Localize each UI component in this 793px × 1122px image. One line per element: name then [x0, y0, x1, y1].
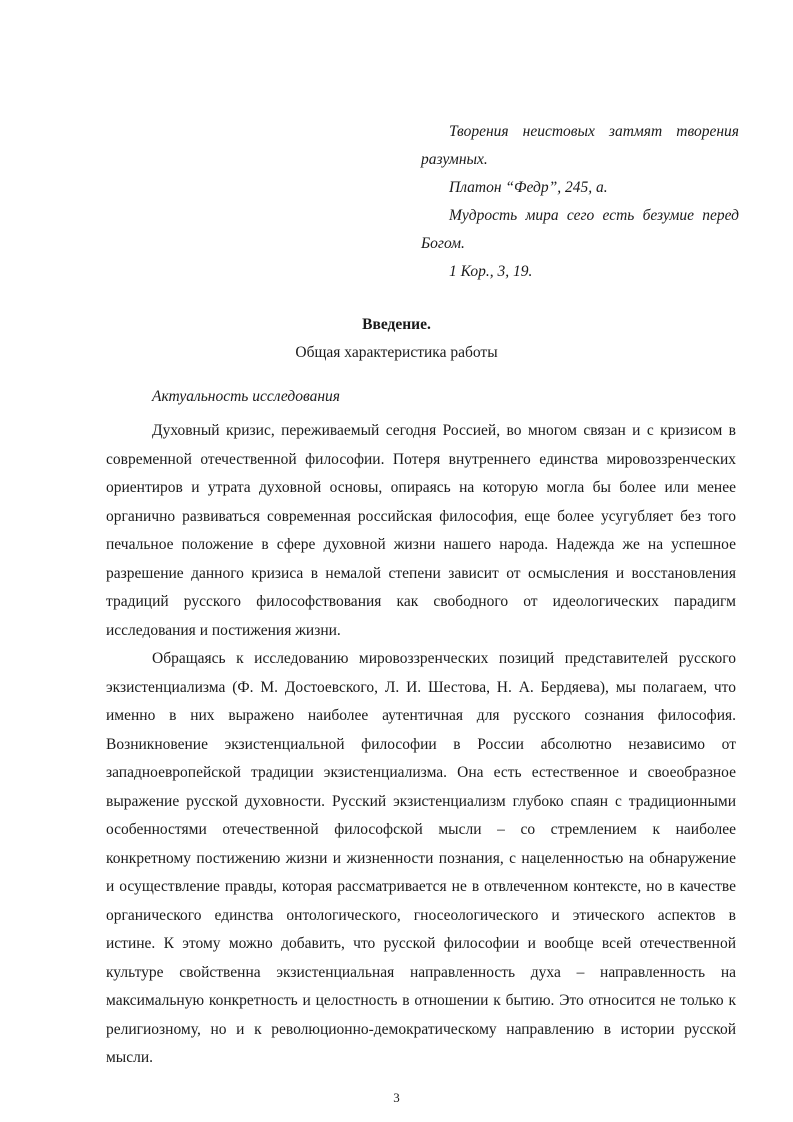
body-text — [106, 417, 736, 1073]
text-line: Духовный кризис, переживаемый сегодня Россией, во многом связан и с кризисом в — [152, 422, 736, 439]
epigraph-quote-line: Богом. — [421, 235, 465, 252]
subsection-label: Актуальность исследования — [152, 388, 340, 405]
section-title: Введение. — [362, 316, 431, 333]
text-line: особенностями отечественной философской мысли – со стремлением к наиболее — [106, 821, 736, 838]
text-line: религиозному, но и к революционно-демократическому направлению в истории русской — [106, 1020, 736, 1038]
epigraph — [421, 118, 739, 286]
text-line: печальное положение в сфере духовной жизни нашего народа. Надежда же на успешное — [106, 536, 736, 553]
text-line: культуре свойственна экзистенциальная направленность духа – направленность на — [106, 963, 736, 981]
text-line: истине. К этому можно добавить, что русской философии и вообще всей отечественной — [106, 935, 736, 952]
paragraph — [106, 645, 736, 1073]
text-line: Возникновение экзистенциальной философии в России абсолютно независимо от — [106, 735, 736, 753]
text-line: выражение русской духовности. Русский экзистенциализм глубоко спаян с традиционными — [106, 792, 736, 810]
text-line: западноевропейской традиции экзистенциализма. Она есть естественное и своеобразное — [106, 764, 736, 781]
text-line: органично развиваться современная российская философия, еще более усугубляет без того — [106, 507, 736, 525]
epigraph-quote-line: Мудрость мира сего есть безумие перед — [449, 207, 739, 224]
epigraph-quote-line: разумных. — [421, 151, 488, 168]
text-line: мысли. — [106, 1049, 154, 1066]
text-line: традиций русского философствования как свободного от идеологических парадигм — [106, 593, 736, 610]
text-line: исследования и постижения жизни. — [106, 621, 341, 639]
text-line: именно в них выражено наиболее аутентичная для русского сознания философия. — [106, 707, 736, 724]
epigraph-quote-line: Творения неистовых затмят творения — [449, 123, 739, 140]
section-subtitle: Общая характеристика работы — [295, 344, 498, 361]
text-line: современной отечественной философии. Потеря внутреннего единства мировоззренческих — [106, 450, 736, 468]
text-line: разрешение данного кризиса в немалой степени зависит от осмысления и восстановления — [106, 564, 736, 582]
page-number: 3 — [393, 1090, 400, 1105]
text-line: органического единства онтологического, гносеологического и этического аспектов в — [106, 906, 736, 924]
text-line: и осуществление правды, которая рассматривается не в отвлеченном контексте, но в качестве — [106, 878, 736, 895]
text-line: ориентиров и утрата духовной основы, опираясь на которую могла бы более или менее — [106, 479, 736, 496]
epigraph-source: 1 Кор., 3, 19. — [449, 263, 533, 280]
text-line: экзистенциализма (Ф. М. Достоевского, Л. И. Шестова, Н. А. Бердяева), мы полагаем, что — [106, 678, 736, 696]
text-line: конкретному постижению жизни и жизненности познания, с нацеленностью на обнаружение — [106, 849, 736, 867]
paragraph — [106, 417, 736, 645]
text-line: максимальную конкретность и целостность в отношении к бытию. Это относится не только к — [106, 992, 736, 1009]
text-line: Обращаясь к исследованию мировоззренческих позиций представителей русского — [152, 650, 736, 667]
epigraph-source: Платон “Федр”, 245, а. — [449, 179, 608, 196]
